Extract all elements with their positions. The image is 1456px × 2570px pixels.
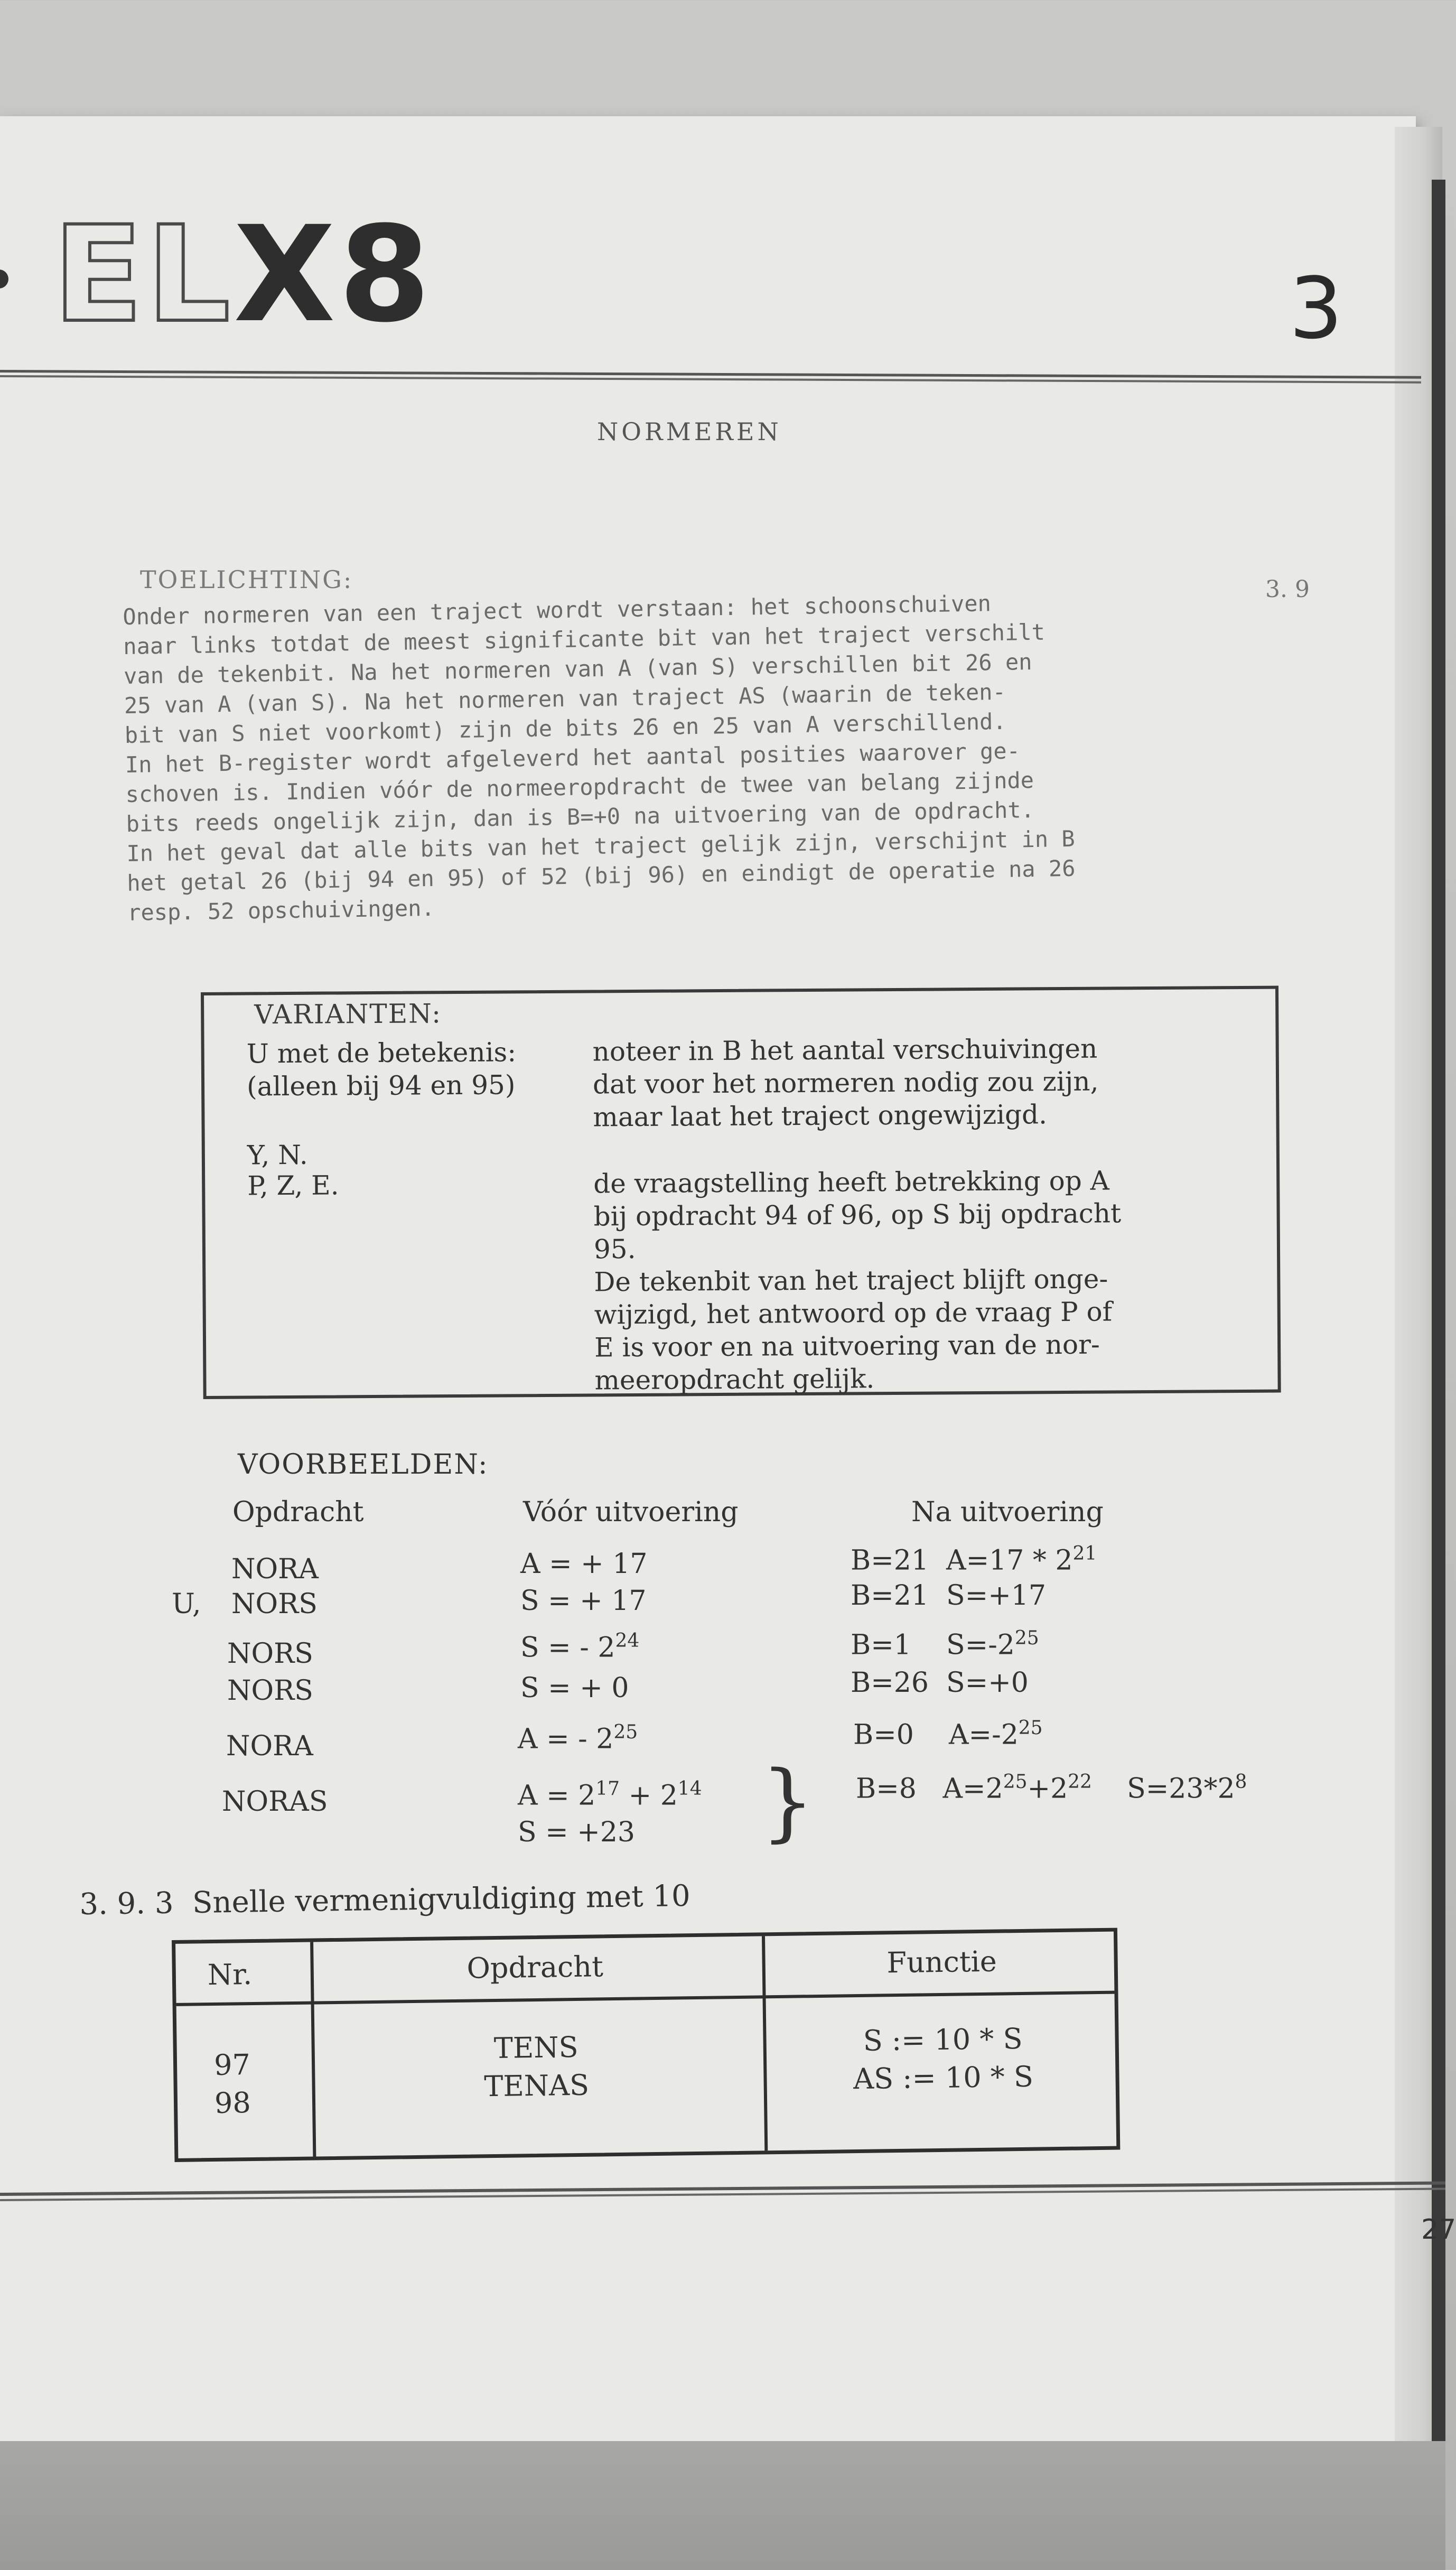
example-voor: S = + 0 xyxy=(520,1672,629,1704)
example-voor-line2: S = +23 xyxy=(518,1817,635,1848)
example-na: B=26 S=+0 xyxy=(851,1667,1029,1699)
body-line: resp. 52 opschuivingen. xyxy=(127,895,435,926)
variant-pze-label: P, Z, E. xyxy=(247,1170,339,1202)
example-opdracht: NORS xyxy=(227,1675,313,1707)
table-header-opdracht: Opdracht xyxy=(466,1950,604,1985)
variant-yn-label: Y, N. xyxy=(247,1139,308,1171)
chapter-number: 3 xyxy=(1289,259,1343,358)
example-na: B=8 $A=2^{25}+2^{22}$ $S=23*2^8$ xyxy=(856,1771,1247,1805)
example-opdracht: NORAS xyxy=(222,1786,328,1818)
example-na: B=21 S=+17 xyxy=(851,1580,1046,1612)
body-line: Onder normeren van een traject wordt verstaan: het schoonschuiven xyxy=(123,590,992,630)
body-line: naar links totdat de meest significante bit van het traject verschilt xyxy=(123,619,1046,659)
instruction-table xyxy=(172,1928,1120,2162)
voorbeelden-heading: VOORBEELDEN: xyxy=(238,1449,489,1480)
logo-solid-text: X8 xyxy=(234,198,434,351)
example-voor: A = + 17 xyxy=(520,1548,648,1580)
body-line: schoven is. Indien vóór de normeeropdracht de twee van belang zijnde xyxy=(125,767,1034,807)
binder-strip xyxy=(1432,180,1445,2452)
varianten-heading: VARIANTEN: xyxy=(254,998,442,1030)
desk-surface xyxy=(0,2441,1445,2570)
toelichting-heading: TOELICHTING: xyxy=(140,565,353,594)
table-functie-cell: S := 10 * S AS := 10 * S xyxy=(853,2022,1034,2096)
example-opdracht: NORS xyxy=(231,1588,318,1620)
variant-pze-description: de vraagstelling heeft betrekking op A bij opdracht 94 of 96, op S bij opdracht 95. De tekenbit van het traject blijft onge- wijzigd, het antwoord op de vraag P of E is voor en na uitvoering van de nor- meeropdracht gelijk. xyxy=(593,1165,1122,1396)
section-title: NORMEREN xyxy=(597,417,782,446)
col-na-header: Na uitvoering xyxy=(911,1496,1104,1528)
logo-outline-text: EL xyxy=(53,198,234,351)
subsection-number: 3. 9. 3 xyxy=(79,1886,174,1922)
example-voor: S = + 17 xyxy=(520,1585,647,1617)
body-line: het getal 26 (bij 94 en 95) of 52 (bij 96) en eindigt de operatie na 26 xyxy=(126,855,1076,896)
col-opdracht-header: Opdracht xyxy=(232,1496,364,1528)
brace-icon: } xyxy=(761,1752,815,1851)
example-na: B=0 $A=-2^{25}$ xyxy=(853,1717,1043,1751)
example-voor: A = - $2^{25}$ xyxy=(518,1721,638,1755)
table-col-divider xyxy=(762,1936,768,2150)
body-line: bits reeds ongelijk zijn, dan is B=+0 na uitvoering van de opdracht. xyxy=(126,796,1035,837)
body-line: bit van S niet voorkomt) zijn de bits 26 en 25 van A verschillend. xyxy=(124,708,1007,748)
varianten-box xyxy=(201,986,1281,1399)
example-opdracht: NORA xyxy=(231,1553,319,1585)
example-voor: S = - $2^{24}$ xyxy=(520,1630,640,1664)
section-id: 3. 9 xyxy=(1265,576,1310,603)
table-nr-cell: 97 98 xyxy=(213,2048,251,2120)
example-opdracht: NORA xyxy=(226,1730,313,1762)
table-header-rule xyxy=(176,1991,1115,2006)
col-voor-header: Vóór uitvoering xyxy=(523,1496,739,1528)
example-opdracht: NORS xyxy=(227,1638,313,1670)
body-line: In het geval dat alle bits van het traject gelijk zijn, verschijnt in B xyxy=(126,825,1075,867)
example-prefix: U, xyxy=(172,1588,201,1620)
body-line: 25 van A (van S). Na het normeren van traject AS (waarin de teken- xyxy=(124,678,1006,719)
table-header-nr: Nr. xyxy=(207,1958,253,1992)
variant-u-label: U met de betekenis: (alleen bij 94 en 95) xyxy=(246,1037,517,1102)
table-opdracht-cell: TENS TENAS xyxy=(483,2030,590,2103)
toelichting-body xyxy=(123,584,1300,928)
subsection-title: Snelle vermenigvuldiging met 10 xyxy=(192,1878,691,1921)
page-number: 27 xyxy=(1421,2214,1456,2246)
elx8-logo xyxy=(53,198,434,351)
variant-u-description: noteer in B het aantal verschuivingen dat voor het normeren nodig zou zijn, maar laat het traject ongewijzigd. xyxy=(592,1033,1099,1133)
example-na: B=21 $A=17 * 2^{21}$ xyxy=(851,1543,1097,1577)
table-header-functie: Functie xyxy=(886,1944,997,1980)
body-line: van de tekenbit. Na het normeren van A (van S) verschillen bit 26 en xyxy=(123,648,1032,689)
example-voor: $A = 2^{17} + 2^{14}$ xyxy=(518,1778,702,1812)
body-line: In het B-register wordt afgeleverd het aantal posities waarover ge- xyxy=(125,738,1021,778)
example-na: B=1 $S=-2^{25}$ xyxy=(851,1627,1039,1661)
table-col-divider xyxy=(310,1942,316,2156)
